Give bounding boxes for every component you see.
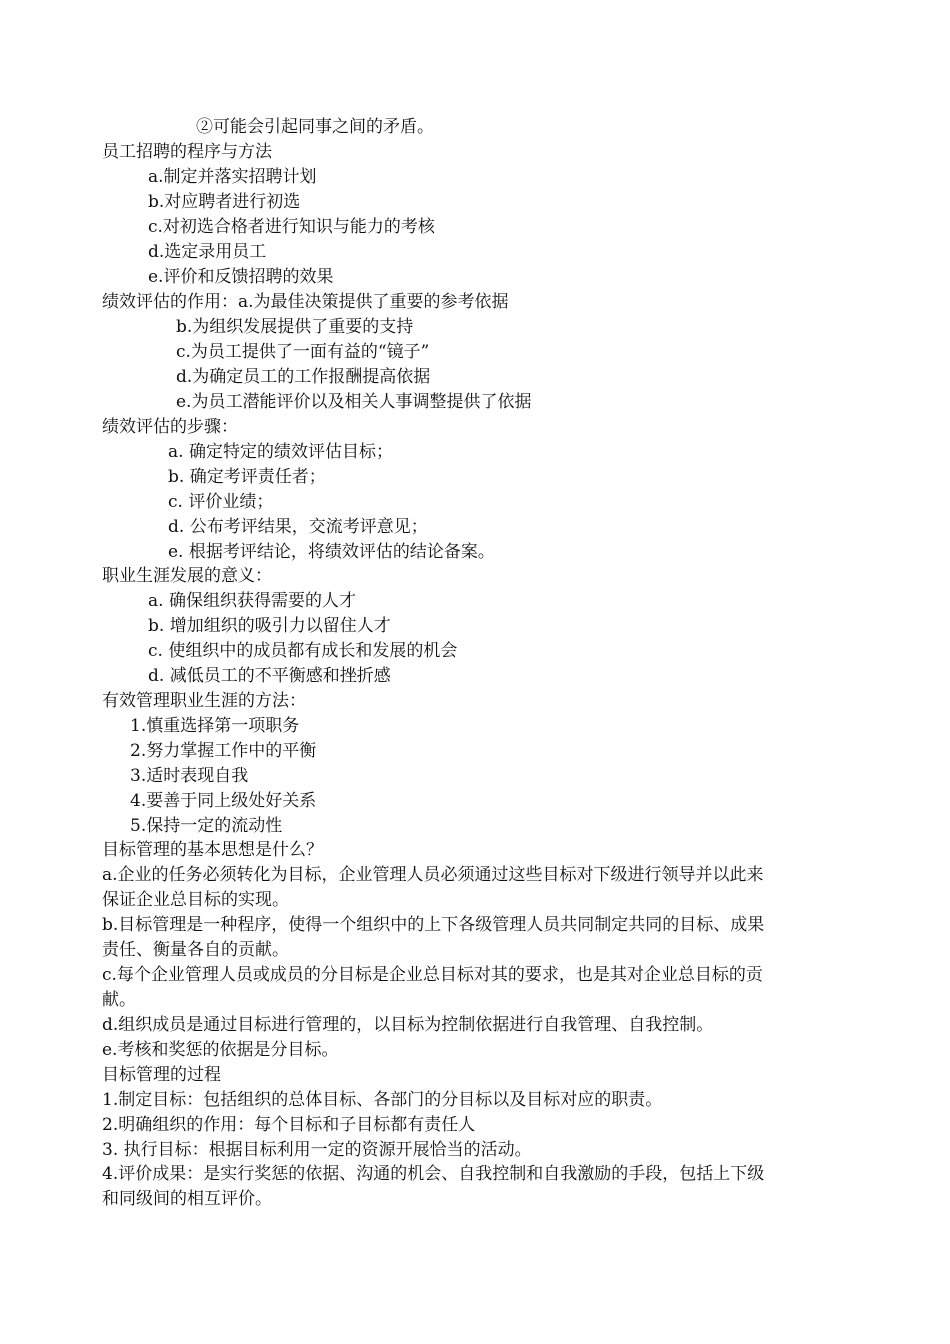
career-meaning-item: d. 减低员工的不平衡感和挫折感: [148, 666, 391, 686]
mbo-process-line: 和同级间的相互评价。: [102, 1189, 272, 1209]
mbo-idea-line: 献。: [102, 990, 136, 1010]
career-method-item: 1.慎重选择第一项职务: [130, 716, 300, 736]
perf-role-heading: 绩效评估的作用：a.为最佳决策提供了重要的参考依据: [102, 292, 509, 312]
recruit-item: c.对初选合格者进行知识与能力的考核: [148, 217, 435, 237]
career-methods-heading: 有效管理职业生涯的方法：: [102, 691, 306, 711]
recruit-item: b.对应聘者进行初选: [148, 192, 301, 212]
career-method-item: 2.努力掌握工作中的平衡: [130, 741, 317, 761]
mbo-idea-line: b.目标管理是一种程序，使得一个组织中的上下各级管理人员共同制定共同的目标、成果: [102, 915, 765, 935]
career-method-item: 3.适时表现自我: [130, 766, 249, 786]
mbo-process-line: 4.评价成果：是实行奖惩的依据、沟通的机会、自我控制和自我激励的手段，包括上下级: [102, 1164, 765, 1184]
recruit-item: e.评价和反馈招聘的效果: [148, 267, 334, 287]
mbo-process-line: 2.明确组织的作用：每个目标和子目标都有责任人: [102, 1115, 476, 1135]
career-meaning-item: a. 确保组织获得需要的人才: [148, 591, 356, 611]
perf-step-item: d. 公布考评结果，交流考评意见；: [168, 517, 428, 537]
mbo-process-line: 3. 执行目标：根据目标利用一定的资源开展恰当的活动。: [102, 1140, 532, 1160]
mbo-process-heading: 目标管理的过程: [102, 1065, 221, 1085]
mbo-idea-line: d.组织成员是通过目标进行管理的，以目标为控制依据进行自我管理、自我控制。: [102, 1015, 714, 1035]
perf-steps-heading: 绩效评估的步骤：: [102, 417, 238, 437]
recruit-heading: 员工招聘的程序与方法: [102, 142, 272, 162]
mbo-idea-line: c.每个企业管理人员或成员的分目标是企业总目标对其的要求，也是其对企业总目标的贡: [102, 965, 763, 985]
mbo-idea-heading: 目标管理的基本思想是什么？: [102, 840, 323, 860]
career-meaning-item: b. 增加组织的吸引力以留住人才: [148, 616, 391, 636]
intro-line: ②可能会引起同事之间的矛盾。: [196, 117, 434, 137]
mbo-process-line: 1.制定目标：包括组织的总体目标、各部门的分目标以及目标对应的职责。: [102, 1090, 663, 1110]
career-meaning-heading: 职业生涯发展的意义：: [102, 566, 272, 586]
perf-role-item: c.为员工提供了一面有益的“镜子”: [176, 342, 430, 362]
career-method-item: 5.保持一定的流动性: [130, 816, 283, 836]
perf-role-item: d.为确定员工的工作报酬提高依据: [176, 367, 431, 387]
mbo-idea-line: e.考核和奖惩的依据是分目标。: [102, 1040, 339, 1060]
mbo-idea-line: a.企业的任务必须转化为目标，企业管理人员必须通过这些目标对下级进行领导并以此来: [102, 865, 764, 885]
perf-role-item: e.为员工潜能评价以及相关人事调整提供了依据: [176, 392, 532, 412]
mbo-idea-line: 责任、衡量各自的贡献。: [102, 940, 289, 960]
career-meaning-item: c. 使组织中的成员都有成长和发展的机会: [148, 641, 458, 661]
perf-step-item: b. 确定考评责任者；: [168, 467, 326, 487]
perf-step-item: a. 确定特定的绩效评估目标；: [168, 442, 393, 462]
perf-step-item: e. 根据考评结论，将绩效评估的结论备案。: [168, 542, 495, 562]
recruit-item: d.选定录用员工: [148, 242, 267, 262]
mbo-idea-line: 保证企业总目标的实现。: [102, 890, 289, 910]
perf-step-item: c. 评价业绩；: [168, 492, 274, 512]
perf-role-item: b.为组织发展提供了重要的支持: [176, 317, 414, 337]
recruit-item: a.制定并落实招聘计划: [148, 167, 317, 187]
career-method-item: 4.要善于同上级处好关系: [130, 791, 317, 811]
